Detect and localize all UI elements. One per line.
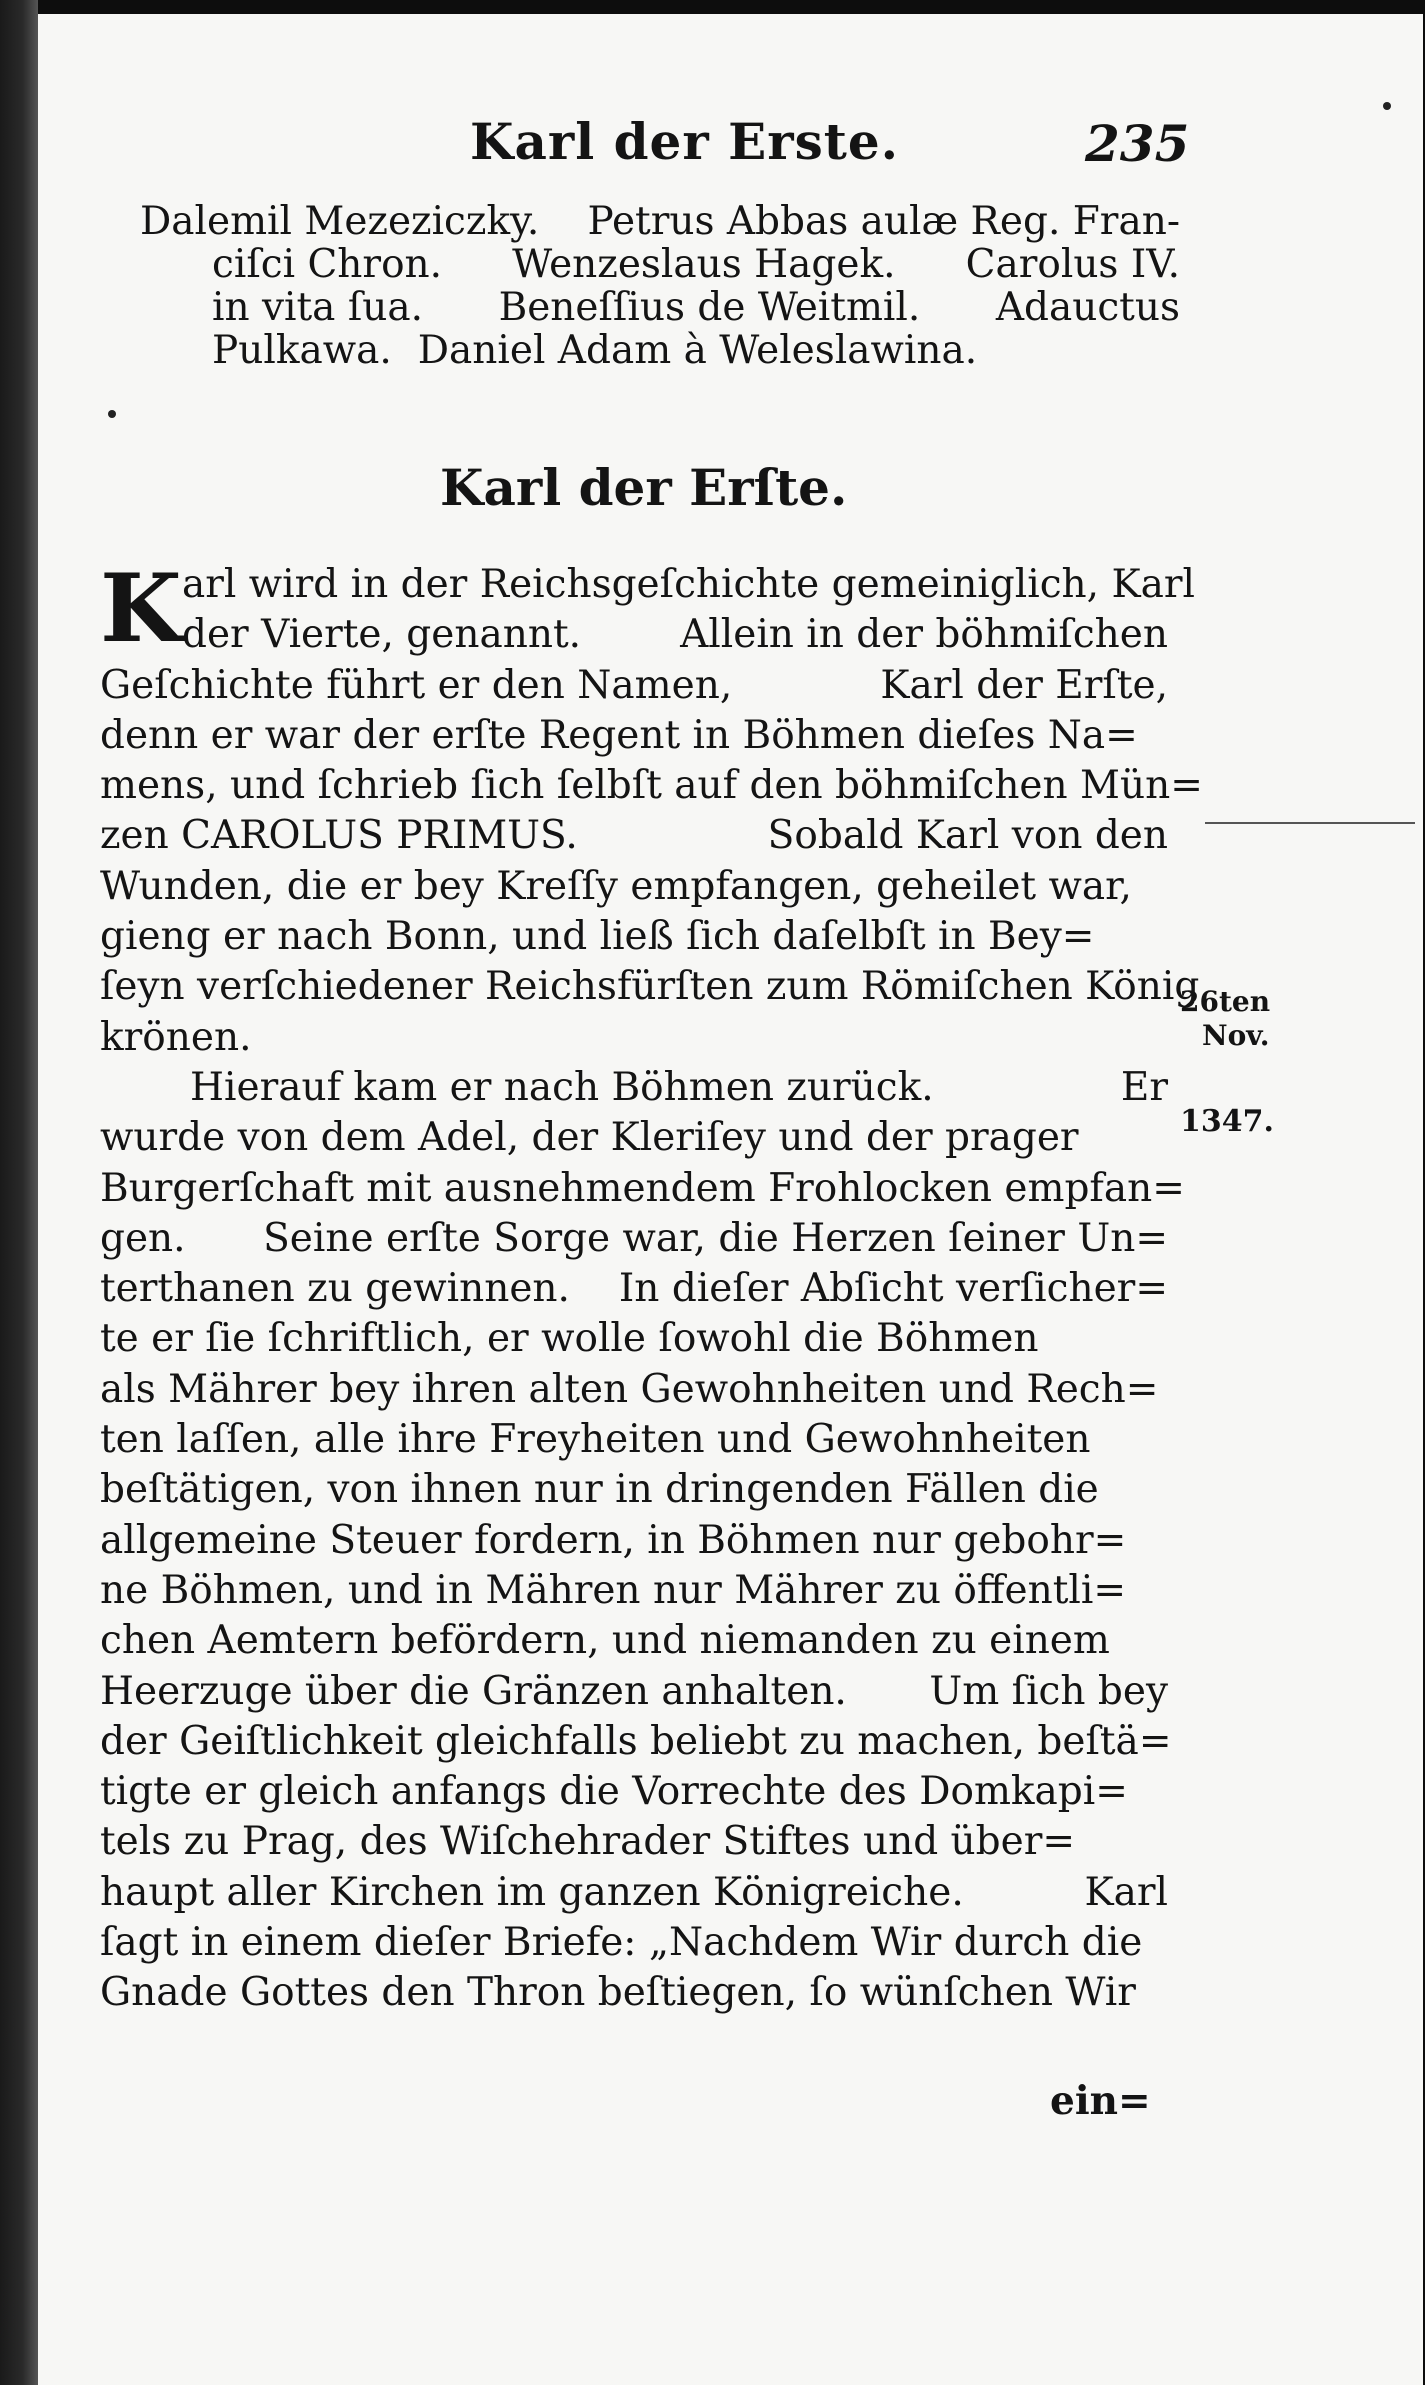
margin-notes [1180,985,1274,1139]
text-line [100,711,1168,761]
text-line [100,1365,1168,1415]
text-segment: denn er war der erſte Regent in Böhmen dieſes Na= [100,712,1138,758]
text-line [100,1465,1168,1515]
margin-year: 1347. [1180,1104,1274,1139]
text-segment: gen. [100,1215,186,1261]
source-line [140,286,1180,329]
text-line [100,1566,1168,1616]
text-segment: In dieſer Abſicht verſicher= [618,1266,1168,1312]
page-header [0,112,1425,192]
text-line [100,1817,1168,1867]
source-segment: in vita ſua. [212,285,424,330]
text-line [100,1214,1168,1264]
text-segment: Gnade Gottes den Thron beſtiegen, ſo wünſchen Wir [100,1970,1136,2016]
body-text [100,554,1203,2019]
source-segment: Adauctus [995,285,1180,330]
text-line [100,1516,1168,1566]
source-segment: Petrus Abbas aulæ Reg. Fran- [587,199,1180,244]
source-segment: Carolus IV. [965,242,1180,287]
text-segment: Seine erſte Sorge war, die Herzen ſeiner Un= [263,1215,1168,1261]
text-line [100,610,1168,660]
text-segment: chen Aemtern befördern, und niemanden zu einem [100,1618,1110,1664]
text-segment: krönen. [100,1014,252,1060]
source-segment: Daniel Adam à Weleslawina. [417,328,978,373]
text-segment: ſagt in einem dieſer Briefe: „Nachdem Wir durch die [100,1920,1143,1966]
page-number: 235 [1085,114,1190,173]
text-segment: Allein in der böhmiſchen [680,612,1168,658]
text-line [100,1968,1168,2018]
text-line [100,560,1195,610]
text-line [100,1063,1168,1113]
source-segment: ciſci Chron. [212,242,443,287]
source-segment: Pulkawa. [212,328,392,373]
text-segment: als Mährer bey ihren alten Gewohnheiten und Rech= [100,1366,1159,1412]
text-line [100,1767,1168,1817]
text-segment: arl wird in der Reichsgeſchichte gemeiniglich, Karl [182,562,1195,607]
margin-month: Nov. [1202,1019,1270,1052]
text-line [100,661,1168,711]
text-line [100,1667,1168,1717]
text-line [100,862,1168,912]
text-segment: terthanen zu gewinnen. [100,1266,570,1312]
text-segment: ten laſſen, alle ihre Freyheiten und Gewohnheiten [100,1417,1091,1463]
text-line [100,1113,1168,1163]
text-line [100,1264,1168,1314]
text-line [100,962,1200,1012]
source-references [140,200,1180,372]
text-segment: Wunden, die er bey Kreſſy empfangen, geheilet war, [100,863,1132,909]
source-segment: Beneſſius de Weitmil. [498,285,921,330]
catchword: ein= [1050,2078,1151,2124]
source-segment: Dalemil Mezeziczky. [140,199,540,244]
text-segment: Er [1120,1064,1168,1110]
source-line [140,329,1180,372]
text-segment: Karl der Erſte, [880,662,1168,708]
source-segment: Wenzeslaus Hagek. [512,242,896,287]
text-line [100,1013,1168,1063]
text-segment: allgemeine Steuer fordern, in Böhmen nur gebohr= [100,1517,1127,1563]
running-title: Karl der Erste. [470,112,900,171]
text-segment: zen CAROLUS PRIMUS. [100,813,578,859]
source-line [140,243,1180,286]
text-segment: der Vierte, genannt. [182,612,582,658]
text-segment: tigte er gleich anfangs die Vorrechte des Domkapi= [100,1769,1128,1815]
text-segment: Burgerſchaft mit ausnehmendem Frohlocken empfan= [100,1165,1185,1211]
text-segment: mens, und ſchrieb ſich ſelbſt auf den böhmiſchen Mün= [100,763,1203,809]
text-segment: Karl [1084,1869,1168,1915]
text-line [100,1717,1172,1767]
text-segment: tels zu Prag, des Wiſchehrader Stiftes und über= [100,1819,1076,1865]
text-line [100,1868,1168,1918]
margin-rule [1205,822,1415,824]
text-line [100,1616,1168,1666]
text-line [100,1918,1168,1968]
margin-date: 26ten [1180,985,1271,1018]
text-line [100,1314,1168,1364]
text-segment: Hierauf kam er nach Böhmen zurück. [190,1064,934,1110]
drop-cap: K [100,554,182,664]
source-line [140,200,1180,243]
text-segment: ſeyn verſchiedener Reichsfürſten zum Römiſchen König [100,964,1200,1010]
text-line [100,1164,1185,1214]
text-segment: Um ſich bey [929,1668,1168,1714]
text-segment: Sobald Karl von den [767,813,1168,859]
text-segment: beſtätigen, von ihnen nur in dringenden Fällen die [100,1467,1099,1513]
text-line [100,761,1203,811]
ink-spot [108,410,116,418]
text-segment: wurde von dem Adel, der Kleriſey und der prager [100,1115,1079,1161]
text-segment: haupt aller Kirchen im ganzen Königreiche. [100,1869,964,1915]
text-segment: gieng er nach Bonn, und ließ ſich daſelbſt in Bey= [100,914,1095,960]
text-segment: Heerzuge über die Gränzen anhalten. [100,1668,847,1714]
book-spine [0,0,38,2385]
text-line [100,912,1168,962]
chapter-heading: Karl der Erſte. [440,458,848,517]
text-segment: ne Böhmen, und in Mähren nur Mährer zu öffentli= [100,1567,1127,1613]
text-line [100,1415,1168,1465]
text-line [100,811,1168,861]
text-segment: Geſchichte führt er den Namen, [100,662,733,708]
text-segment: der Geiſtlichkeit gleichfalls beliebt zu machen, beſtä= [100,1718,1172,1764]
ink-spot [1383,102,1391,110]
text-segment: te er ſie ſchriftlich, er wolle ſowohl die Böhmen [100,1316,1039,1362]
